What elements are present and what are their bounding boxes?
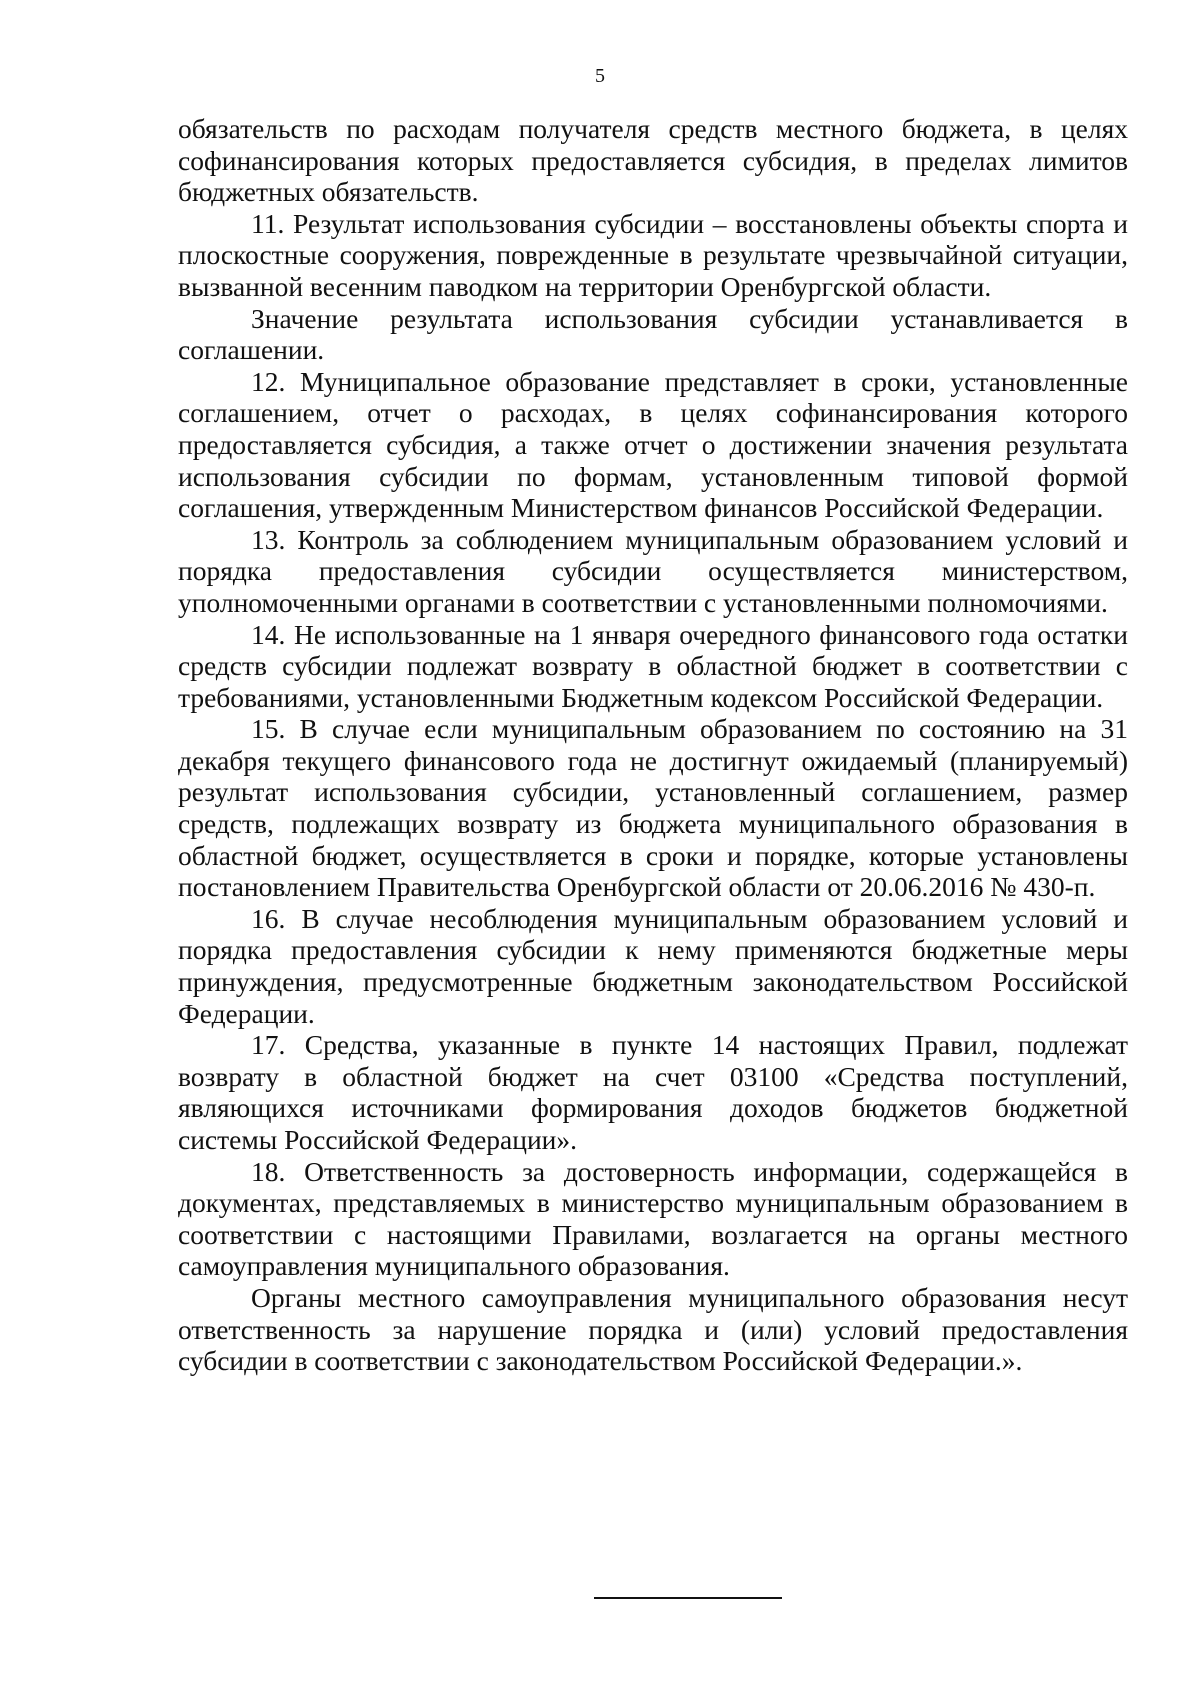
paragraph-continuation: обязательств по расходам получателя средств местного бюджета, в целях софинансирования которых предоставляется субсидия, в пределах лимитов бюджетных обязательств. (178, 113, 1128, 208)
page-number: 5 (595, 65, 605, 87)
paragraph-item-15: 15. В случае если муниципальным образованием по состоянию на 31 декабря текущего финансового года не достигнут ожидаемый (планируемый) результат использования субсидии, установленный соглашением, размер средств, подлежащих возврату из бюджета муниципального образования в областной бюджет, осуществляется в сроки и порядке, которые установлены постановлением Правительства Оренбургской области от 20.06.2016 № 430-п. (178, 713, 1128, 903)
paragraph-closing: Органы местного самоуправления муниципального образования несут ответственность за нарушение порядка и (или) условий предоставления субсидии в соответствии с законодательством Российской Федерации.». (178, 1281, 1128, 1377)
paragraph-item-17: 17. Средства, указанные в пункте 14 настоящих Правил, подлежат возврату в областной бюджет на счет 03100 «Средства поступлений, являющихся источниками формирования доходов бюджетов бюджетной системы Российской Федерации». (178, 1029, 1128, 1155)
document-body (178, 113, 1128, 1377)
paragraph-item-18: 18. Ответственность за достоверность информации, содержащейся в документах, представляемых в министерство муниципальным образованием в соответствии с настоящими Правилами, возлагается на органы местного самоуправления муниципального образования. (178, 1155, 1128, 1282)
paragraph-item-12: 12. Муниципальное образование представляет в сроки, установленные соглашением, отчет о расходах, в целях софинансирования которого предоставляется субсидия, а также отчет о достижении значения результата использования субсидии по формам, установленным типовой формой соглашения, утвержденным Министерством финансов Российской Федерации. (178, 365, 1128, 524)
paragraph-item-16: 16. В случае несоблюдения муниципальным образованием условий и порядка предоставления субсидии к нему применяются бюджетные меры принуждения, предусмотренные бюджетным законодательством Российской Федерации. (178, 902, 1128, 1029)
paragraph-item-13: 13. Контроль за соблюдением муниципальным образованием условий и порядка предоставления субсидии осуществляется министерством, уполномоченными органами в соответствии с установленными полномочиями. (178, 523, 1128, 618)
paragraph-item-11: 11. Результат использования субсидии – восстановлены объекты спорта и плоскостные сооружения, поврежденные в результате чрезвычайной ситуации, вызванной весенним паводком на территории Оренбургской области. (178, 207, 1128, 302)
closing-divider (594, 1597, 782, 1599)
paragraph-result-value: Значение результата использования субсидии устанавливается в соглашении. (178, 302, 1128, 366)
paragraph-item-14: 14. Не использованные на 1 января очередного финансового года остатки средств субсидии подлежат возврату в областной бюджет в соответствии с требованиями, установленными Бюджетным кодексом Российской Федерации. (178, 618, 1128, 713)
